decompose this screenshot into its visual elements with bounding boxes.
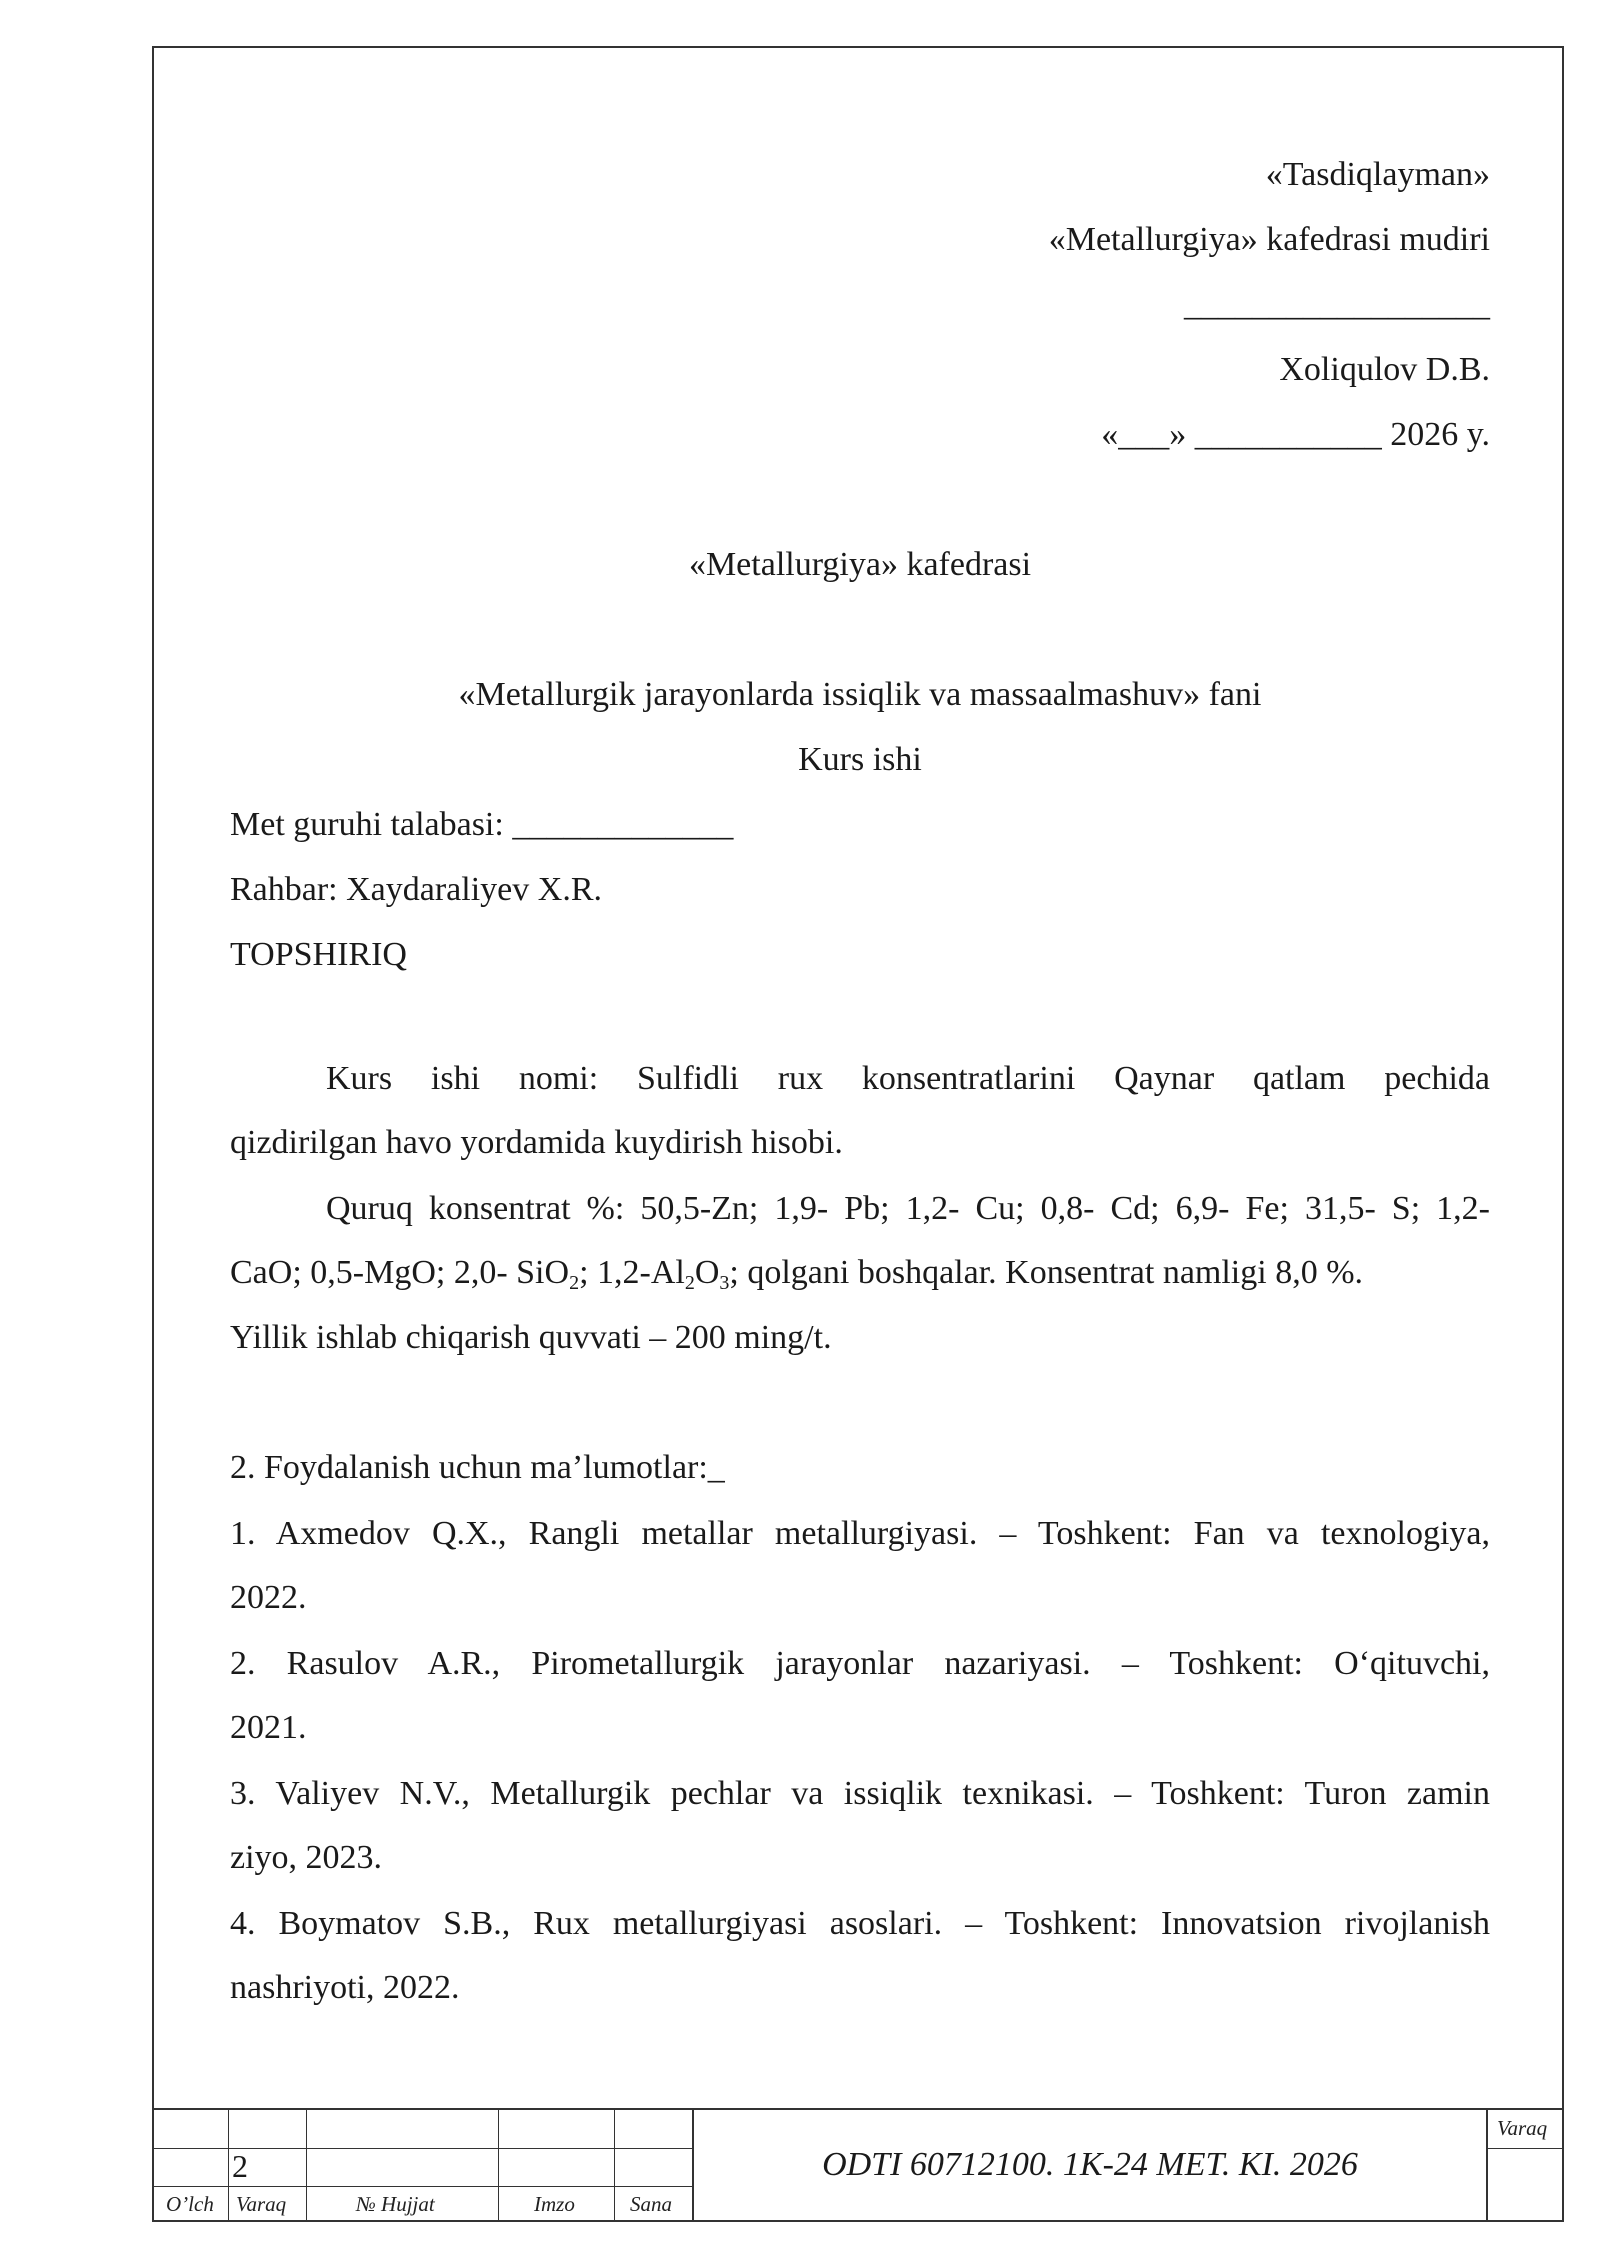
references-heading: 2. Foydalanish uchun ma’lumotlar:_	[230, 1449, 725, 1486]
approval-title: «Tasdiqlayman»	[1265, 156, 1490, 193]
reference-1-line2: 2022.	[230, 1579, 307, 1616]
composition-line1: Quruq konsentrat %: 50,5-Zn; 1,9- Pb; 1,2- Cu; 0,8- Cd; 6,9- Fe; 31,5- S; 1,2-	[326, 1190, 1490, 1227]
approval-date: «___» ___________ 2026 y.	[1101, 416, 1490, 453]
col-varaq-label: Varaq	[236, 2192, 287, 2216]
varaq-box-label: Varaq	[1497, 2116, 1548, 2140]
composition-line2: CaO; 0,5-MgO; 2,0- SiO$_2$; $1,2-Al_2O_3$; qolgani boshqalar. Konsentrat namligi 8,0 %.	[230, 1254, 1364, 1294]
reference-2-line2: 2021.	[230, 1709, 307, 1746]
reference-2-line1: 2. Rasulov A.R., Pirometallurgik jarayonlar nazariyasi. – Toshkent: O‘qituvchi,	[230, 1645, 1490, 1682]
task-title-line1: Kurs ishi nomi: Sulfidli rux konsentratlarini Qaynar qatlam pechida	[326, 1060, 1490, 1097]
reference-4-line1: 4. Boymatov S.B., Rux metallurgiyasi asoslari. – Toshkent: Innovatsion rivojlanish	[230, 1905, 1490, 1942]
reference-4-line2: nashriyoti, 2022.	[230, 1969, 460, 2006]
reference-3-line1: 3. Valiyev N.V., Metallurgik pechlar va issiqlik texnikasi. – Toshkent: Turon zamin	[230, 1775, 1490, 1812]
capacity-line: Yillik ishlab chiqarish quvvati – 200 ming/t.	[230, 1319, 832, 1356]
approval-position: «Metallurgiya» kafedrasi mudiri	[1048, 221, 1490, 258]
approval-name: Xoliqulov D.B.	[1279, 351, 1490, 388]
reference-1-line1: 1. Axmedov Q.X., Rangli metallar metallurgiyasi. – Toshkent: Fan va texnologiya,	[230, 1515, 1490, 1552]
sheet-number: 2	[232, 2148, 248, 2184]
reference-3-line2: ziyo, 2023.	[230, 1839, 383, 1876]
task-heading: TOPSHIRIQ	[230, 936, 407, 973]
student-line: Met guruhi talabasi: _____________	[230, 806, 734, 843]
col-sana-label: Sana	[630, 2192, 672, 2216]
col-imzo-label: Imzo	[534, 2192, 575, 2216]
task-title-line2: qizdirilgan havo yordamida kuydirish hisobi.	[230, 1124, 843, 1161]
work-type: Kurs ishi	[798, 741, 922, 778]
department-title: «Metallurgiya» kafedrasi	[688, 546, 1032, 583]
subject-title: «Metallurgik jarayonlarda issiqlik va massaalmashuv» fani	[458, 676, 1262, 713]
col-olch-label: O’lch	[166, 2192, 214, 2216]
approval-signature-line: __________________	[1184, 286, 1490, 323]
title-block	[152, 2108, 1564, 2222]
supervisor-line: Rahbar: Xaydaraliyev X.R.	[230, 871, 602, 908]
col-hujjat-label: № Hujjat	[356, 2192, 435, 2216]
document-code: ODTI 60712100. 1K-24 MET. KI. 2026	[822, 2146, 1358, 2183]
